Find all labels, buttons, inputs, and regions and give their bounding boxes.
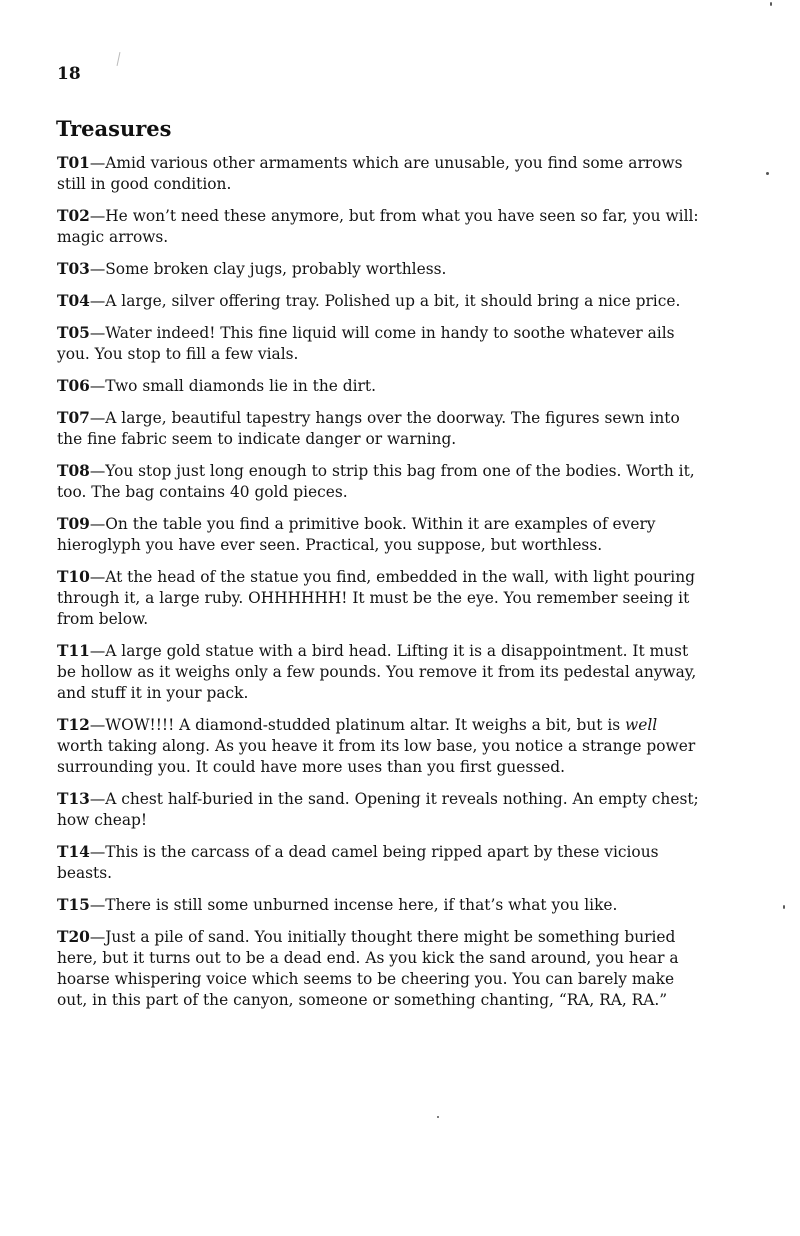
entry-dash: — bbox=[89, 790, 106, 808]
entry-code: T13 bbox=[57, 790, 90, 808]
entry-text-before: WOW!!!! A diamond-studded platinum altar. It weighs a bit, but is bbox=[105, 716, 626, 734]
entry-dash: — bbox=[89, 568, 106, 586]
scan-speck bbox=[437, 1116, 439, 1118]
entry-code: T06 bbox=[57, 377, 90, 395]
treasure-entry-t02 bbox=[57, 206, 707, 248]
entry-code: T01 bbox=[57, 154, 90, 172]
treasure-entry-t14 bbox=[57, 842, 707, 884]
page-number: 18 bbox=[57, 64, 81, 84]
treasure-entry-t09 bbox=[57, 514, 707, 556]
entry-dash: — bbox=[89, 843, 106, 861]
scan-speck bbox=[766, 172, 769, 175]
entry-text: Water indeed! This fine liquid will come in handy to soothe whatever ails you. You stop to fill a few vials. bbox=[57, 324, 675, 363]
entry-dash: — bbox=[89, 377, 106, 395]
entry-text: Just a pile of sand. You initially thought there might be something buried here, but it turns out to be a dead end. As you kick the sand around, you hear a hoarse whispering voice which seems to be cheering you. You can barely make out, in this part of the canyon, someone or something chanting, “RA, RA, RA.” bbox=[57, 928, 679, 1009]
entry-text-after: worth taking along. As you heave it from its low base, you notice a strange power surrounding you. It could have more uses than you first guessed. bbox=[57, 737, 696, 776]
entry-dash: — bbox=[89, 462, 106, 480]
entry-code: T15 bbox=[57, 896, 90, 914]
entry-code: T09 bbox=[57, 515, 90, 533]
entry-text: Amid various other armaments which are unusable, you find some arrows still in good condition. bbox=[57, 154, 683, 193]
treasure-entry-t05 bbox=[57, 323, 707, 365]
section-title: Treasures bbox=[56, 116, 172, 141]
entry-text: You stop just long enough to strip this bag from one of the bodies. Worth it, too. The bag contains 40 gold pieces. bbox=[57, 462, 695, 501]
entry-dash: — bbox=[89, 515, 106, 533]
treasure-entry-t12 bbox=[57, 715, 707, 778]
treasure-entry-t11 bbox=[57, 641, 707, 704]
entry-code: T02 bbox=[57, 207, 90, 225]
entry-text: A large, beautiful tapestry hangs over the doorway. The figures sewn into the fine fabric seem to indicate danger or warning. bbox=[57, 409, 680, 448]
entry-code: T07 bbox=[57, 409, 90, 427]
treasure-entry-t20 bbox=[57, 927, 707, 1011]
treasure-entry-t15 bbox=[57, 895, 707, 916]
treasure-entry-t13 bbox=[57, 789, 707, 831]
treasure-entry-t01 bbox=[57, 153, 707, 195]
entry-text: On the table you find a primitive book. Within it are examples of every hieroglyph you have ever seen. Practical, you suppose, but worthless. bbox=[57, 515, 656, 554]
entry-code: T11 bbox=[57, 642, 90, 660]
treasure-entry-t03 bbox=[57, 259, 707, 280]
treasure-entry-t06 bbox=[57, 376, 707, 397]
entry-code: T04 bbox=[57, 292, 90, 310]
entry-dash: — bbox=[89, 716, 106, 734]
entry-dash: — bbox=[89, 324, 106, 342]
entry-dash: — bbox=[89, 928, 106, 946]
entry-code: T03 bbox=[57, 260, 90, 278]
entry-text: At the head of the statue you find, embedded in the wall, with light pouring through it, a large ruby. OHHHHHH! It must be the eye. You remember seeing it from below. bbox=[57, 568, 695, 628]
entry-text: A large gold statue with a bird head. Lifting it is a disappointment. It must be hollow as it weighs only a few pounds. You remove it from its pedestal anyway, and stuff it in your pack. bbox=[57, 642, 697, 702]
scan-artifact bbox=[117, 52, 121, 66]
entry-text: A chest half-buried in the sand. Opening it reveals nothing. An empty chest; how cheap! bbox=[57, 790, 699, 829]
entry-text-emphasis: well bbox=[625, 716, 658, 734]
entry-code: T05 bbox=[57, 324, 90, 342]
treasure-list bbox=[57, 153, 707, 1022]
entry-text: Two small diamonds lie in the dirt. bbox=[105, 377, 376, 395]
entry-code: T10 bbox=[57, 568, 90, 586]
entry-text: He won’t need these anymore, but from what you have seen so far, you will: magic arrows. bbox=[57, 207, 699, 246]
entry-code: T14 bbox=[57, 843, 90, 861]
entry-dash: — bbox=[89, 260, 106, 278]
entry-text: A large, silver offering tray. Polished up a bit, it should bring a nice price. bbox=[105, 292, 681, 310]
treasure-entry-t07 bbox=[57, 408, 707, 450]
entry-dash: — bbox=[89, 896, 106, 914]
entry-dash: — bbox=[89, 292, 106, 310]
treasure-entry-t10 bbox=[57, 567, 707, 630]
entry-code: T20 bbox=[57, 928, 90, 946]
entry-dash: — bbox=[89, 642, 106, 660]
entry-text: This is the carcass of a dead camel being ripped apart by these vicious beasts. bbox=[57, 843, 659, 882]
entry-dash: — bbox=[89, 207, 106, 225]
scan-speck bbox=[783, 905, 785, 909]
entry-text bbox=[57, 716, 695, 776]
entry-code: T12 bbox=[57, 716, 90, 734]
entry-code: T08 bbox=[57, 462, 90, 480]
entry-dash: — bbox=[89, 409, 106, 427]
entry-text: Some broken clay jugs, probably worthless. bbox=[105, 260, 447, 278]
treasure-entry-t08 bbox=[57, 461, 707, 503]
entry-dash: — bbox=[89, 154, 106, 172]
treasure-entry-t04 bbox=[57, 291, 707, 312]
scan-speck bbox=[770, 2, 772, 6]
entry-text: There is still some unburned incense here, if that’s what you like. bbox=[105, 896, 618, 914]
